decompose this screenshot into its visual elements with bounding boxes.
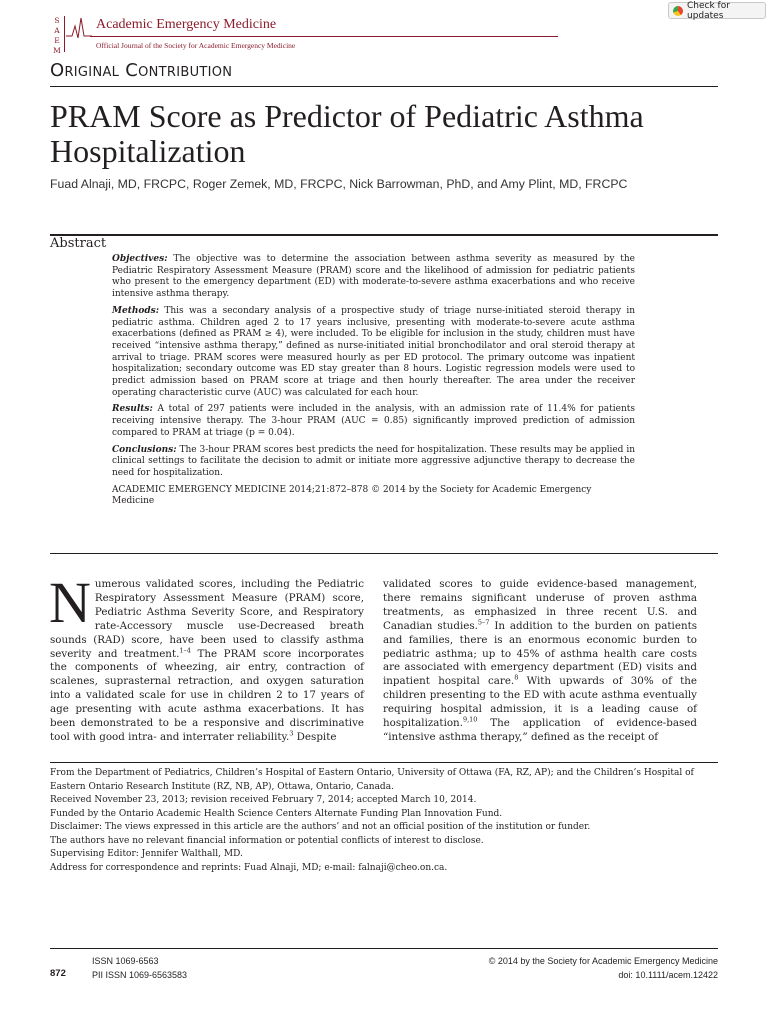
reference-link[interactable]: 1–4 [179,646,191,655]
body-text: With upwards of 30% of the children presenting to the ED with acute asthma eventually requiring hospital admission, it is a leading cause of hospitalization. [383,675,697,730]
footnote-affiliation: From the Department of Pediatrics, Children’s Hospital of Eastern Ontario, University of Ottawa (FA, RZ, AP); and the Children’s Hospital of Eastern Ontario Research Institute (RZ, NB, AP), Ottawa, Ontario, Canada. [50,768,694,792]
logo-letter: E [54,36,60,45]
journal-rule [90,36,558,37]
abstract-methods [112,306,635,400]
journal-name: Academic Emergency Medicine [96,17,277,32]
page-number: 872 [50,968,66,979]
reference-link[interactable]: 3 [289,729,294,738]
abstract-results [112,404,635,439]
issn-block [92,954,187,982]
journal-subtitle: Official Journal of the Society for Academic Emergency Medicine [96,41,296,50]
journal-logo [52,16,62,56]
section-label: Original Contribution [50,60,233,81]
footer-right [489,954,718,982]
footnote-rule [50,762,718,763]
methods-text: This was a secondary analysis of a prospective study of triage nurse-initiated steroid therapy in pediatric asthma. Children aged 2 to 17 years inclusive, presenting with moderate-to-severe acute asthma exacerbations (defined as PRAM ≥ 4), were included. To be eligible for inclusion in the study, children must have received “intensive asthma therapy,” defined as nurse-initiated initial bronchodilator and oral steroid therapy at arrival to triage. PRAM scores were measured hourly as per ED protocol. The primary outcome was inpatient hospitalization; secondary outcome was ED stay greater than 8 hours. Logistic regression models were used to predict admission based on PRAM score at triage and then hourly thereafter. The area under the receiver operating characteristic curve (AUC) was calculated for each hour. [112,305,635,398]
footnote-dates: Received November 23, 2013; revision received February 7, 2014; accepted March 10, 2014. [50,795,477,805]
reference-link[interactable]: 9,10 [462,715,478,724]
logo-letter: A [54,26,60,35]
author-list: Fuad Alnaji, MD, FRCPC, Roger Zemek, MD, FRCPC, Nick Barrowman, PhD, and Amy Plint, MD, FRCPC [50,177,628,191]
methods-label: Methods: [112,305,160,316]
abstract-rule [50,234,718,236]
article-title: PRAM Score as Predictor of Pediatric Asthma Hospitalization [50,98,644,169]
heartbeat-icon [66,16,92,38]
check-for-updates-label: Check for updates [687,0,730,21]
reference-link[interactable]: 5–7 [477,618,490,627]
body-text: The application of evidence-based “intensive asthma therapy,” defined as the receipt of [383,717,697,743]
divider [50,86,718,87]
body-text: The PRAM score incorporates the components of wheezing, air entry, contraction of scalenes, suprasternal retraction, and oxygen saturation into a validated scale for use in children 2 to 17 years of age presenting with acute asthma exacerbations. It has been demonstrated to be a responsive and discriminative tool with good intra- and interrater reliability. [50,647,364,743]
copyright: © 2014 by the Society for Academic Emergency Medicine [488,956,718,966]
conclusions-text: The 3-hour PRAM scores best predicts the need for hospitalization. These results may be applied in clinical settings to facilitate the decision to admit or initiate more aggressive adjunctive therapy to decrease the need for hospitalization. [112,444,635,478]
abstract-citation: ACADEMIC EMERGENCY MEDICINE 2014;21:872–878 © 2014 by the Society for Academic Emergency Medicine [112,484,592,507]
body-text: validated scores to guide evidence-based management, there remains significant underuse of proven asthma treatments, as emphasized in three recent U.S. and Canadian studies. [383,578,697,632]
issn: ISSN 1069-6563 [92,956,159,966]
reference-link[interactable]: 8 [514,673,519,682]
pii: PII ISSN 1069-6563583 [92,970,188,980]
conclusions-label: Conclusions: [112,444,177,455]
objectives-text: The objective was to determine the association between asthma severity as measured by the Pediatric Respiratory Assessment Measure (PRAM) score and the likelihood of admission for pediatric patients who present to the emergency department (ED) with moderate-to-severe asthma exacerbations and who receive intensive asthma therapy. [112,254,635,300]
body-text: umerous validated scores, including the Pediatric Respiratory Assessment Measure (PRAM) score, Pediatric Asthma Severity Score, and Respiratory rate-Accessory muscle use-Decreased breath sounds (RAD) score, have been used to classify asthma severity and treatment. [50,578,364,660]
footnote-disclaimer: Disclaimer: The views expressed in this article are the authors’ and not an official position of the institution or funder. [50,822,591,832]
body-column-left [49,570,364,745]
abstract-conclusions [112,445,635,480]
abstract-bottom-rule [50,553,718,554]
footer-rule [50,948,718,949]
footnote-funding: Funded by the Ontario Academic Health Science Centers Alternate Funding Plan Innovation Fund. [50,808,503,819]
body-text: In addition to the burden on patients and families, there is an enormous economic burden to pediatric asthma; up to 45% of asthma health care costs are associated with emergency department (ED) visits and inpatient hospital care. [383,619,697,688]
logo-letter: M [53,46,61,55]
footnote-conflicts: The authors have no relevant financial information or potential conflicts of interest to disclose. [50,835,484,846]
abstract-body [112,254,635,513]
drop-cap: N [49,570,91,635]
check-for-updates-button[interactable] [668,2,766,19]
results-label: Results: [112,404,153,415]
crossmark-icon [673,6,683,16]
logo-divider [64,16,65,52]
abstract-objectives [112,254,635,301]
results-text: A total of 297 patients were included in the analysis, with an admission rate of 11.4% for patients receiving intensive therapy. The 3-hour PRAM (AUC = 0.85) significantly improved prediction of admission compared to PRAM at triage (p = 0.04). [112,404,635,438]
abstract-heading: Abstract [50,236,107,251]
footnotes [50,767,718,875]
logo-letter: S [54,16,60,25]
doi-link[interactable]: doi: 10.1111/acem.12422 [618,970,718,980]
footnote-editor: Supervising Editor: Jennifer Walthall, MD. [50,849,243,859]
body-text: Despite [293,730,337,743]
footnote-correspondence: Address for correspondence and reprints: Fuad Alnaji, MD; e-mail: falnaji@cheo.on.ca. [50,862,448,873]
body-column-right [383,578,697,745]
objectives-label: Objectives: [112,254,168,264]
